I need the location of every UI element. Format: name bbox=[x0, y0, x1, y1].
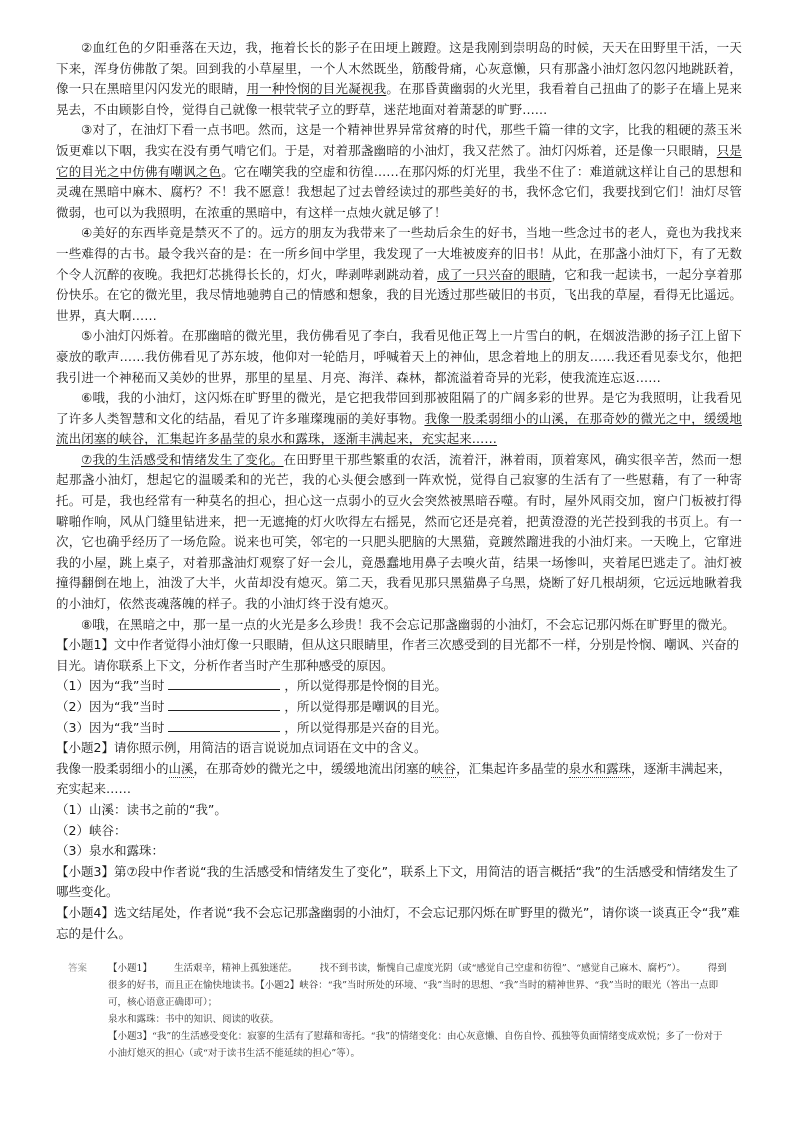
paragraph-2 bbox=[56, 38, 742, 120]
p7-text: 在田野里干那些繁重的农活，流着汗，淋着雨，顶着寒风，确实很辛苦，然而一想起那盏小油灯，想起它的温暖柔和的光芒，我的心头便会感到一阵欢悦，觉得自己寂寥的生活有了一些慰藉，有了一种寄托。可是，我也经常有一种莫名的担心，担心这一点弱小的豆火会突然被黑暗吞噬。有时，屋外风雨交加，窗户门板被打得噼啪作响，风从门缝里钻进来，把一无遮掩的灯火吹得左右摇晃，然而它还是亮着，把黄澄澄的光芒投到我的书页上。有一次，它也确乎经历了一场危险。说来也可笑，邻宅的一只肥头肥脑的大黑猫，竟踱然蹓进我的小油灯来。一天晚上，它窜进我的小屋，跳上桌子，对着那盏油灯观察了好一会儿，竟愚蠢地用鼻子去嗅火苗，结果一场惨叫，夹着尾巴逃走了。油灯被撞得翻倒在地上，油泼了大半，火苗却没有熄灭。第二天，我看见那只黑猫鼻子乌黑，烧断了好几根胡须，它远远地瞅着我的小油灯，依然丧魂落魄的样子。我的小油灯终于没有熄灭。 bbox=[56, 451, 742, 612]
q1-3-suffix: ，所以觉得那是兴奋的目光。 bbox=[284, 719, 447, 735]
question-1-item-2 bbox=[56, 697, 742, 718]
q1-2-prefix: （2）因为“我”当时 bbox=[56, 699, 165, 714]
p2-text: ②血红色的夕阳垂落在天边，我，拖着长长的影子在田埂上踱蹬。这是我刚到崇明岛的时候，天天在田野里干活，一天下来，浑身仿佛散了架。回到我的小草屋里，一个人木然既坐，筋酸骨痛，心灰意懒，只有那盏小油灯忽闪忽闪地跳跃着，像一只在黑暗里闪闪发光的眼睛， bbox=[56, 40, 742, 97]
answer-blank-3[interactable] bbox=[168, 719, 280, 732]
p6-text: ⑥哦，我的小油灯，这闪烁在旷野里的微光，是它把我带回到那被阻隔了的广阔多彩的世界。是它为我照明，让我看见了许多人类智慧和文化的结晶，看见了许多璀璨瑰丽的美好事物。 bbox=[56, 390, 742, 426]
article-page bbox=[56, 38, 742, 944]
question-2: 【小题2】请你照示例，用简洁的语言说说加点词语在文中的含义。 bbox=[56, 740, 427, 756]
p2-underlined: 用一种怜悯的目光凝视我 bbox=[246, 81, 387, 97]
p3-underlined: 只是它的目光之中仿佛有嘲讽之色 bbox=[56, 142, 743, 179]
q2-s2: ，在那奇妙的微光之中，缓缓地流出闭塞的 bbox=[193, 760, 432, 776]
answer-blank-2[interactable] bbox=[168, 698, 280, 711]
answer-line-2: 泉水和露珠：书中的知识、阅读的收获。 bbox=[108, 1014, 280, 1025]
answer-blank-1[interactable] bbox=[168, 677, 280, 690]
p4-underlined: 成了一只兴奋的眼睛 bbox=[437, 266, 552, 282]
answer-q1-1: 生活艰辛，精神上孤独迷茫。 bbox=[174, 963, 298, 974]
p4-text-b: ，它和我一起读书，一起分享着那份快乐。在它的微光里，我尽情地驰骋自己的情感和想象，我的目光透过那些破旧的书页，飞出我的草屋，看得无比遥远。世界，真大啊…… bbox=[56, 266, 742, 323]
question-1: 【小题1】文中作者觉得小油灯像一只眼睛，但从这只眼睛里，作者三次感受到的目光都不一样，分别是怜悯、嘲讽、兴奋的目光。请你联系上下文，分析作者当时产生那种感受的原因。 bbox=[56, 637, 739, 673]
q1-2-suffix: ，所以觉得那是嘲讽的目光。 bbox=[284, 699, 447, 714]
dotted-word-2: 峡谷 bbox=[431, 760, 457, 776]
question-2-item-3: （3）泉水和露珠： bbox=[56, 843, 164, 859]
question-1-item-3 bbox=[56, 718, 742, 739]
dotted-word-1: 山溪 bbox=[168, 760, 194, 776]
q2-s4: ，逐渐丰满起来，充实起来…… bbox=[56, 760, 732, 797]
answer-tag: 答案 bbox=[68, 963, 88, 974]
answer-q1-3-q2: 得到很多的好书，而且正在愉快地读书。【小题2】峡谷：“我”当时所处的环境、“我”当时的思想、“我”当时的精神世界、“我”当时的眼光（答出一点即可，核心语意正确即可）； bbox=[108, 963, 727, 1008]
answer-section bbox=[68, 960, 728, 1062]
question-2-item-2: （2）峡谷： bbox=[56, 822, 127, 838]
paragraph-7 bbox=[56, 450, 742, 615]
answer-body bbox=[108, 960, 728, 1062]
q1-1-suffix: ，所以觉得那是怜悯的目光。 bbox=[284, 678, 447, 694]
p3-text: ③对了，在油灯下看一点书吧。然而，这是一个精神世界异常贫瘠的时代，那些千篇一律的文字，比我的粗硬的蒸玉米饭更难以下咽，我实在没有勇气啃它们。于是，对着那盏幽暗的小油灯，我又茫然了。油灯闪烁着，还是像一只眼睛， bbox=[56, 122, 742, 158]
question-2-item-1: （1）山溪：读书之前的“我”。 bbox=[56, 801, 227, 817]
question-4: 【小题4】选文结尾处，作者说“我不会忘记那盏幽弱的小油灯，不会忘记那闪烁在旷野里的微光”，请你谈一谈真正令“我”难忘的是什么。 bbox=[56, 904, 740, 941]
p6-underlined: 我像一股柔弱细小的山溪，在那奇妙的微光之中，缓缓地流出闭塞的峡谷，汇集起许多晶莹的泉水和露珠，逐渐丰满起来，充实起来…… bbox=[56, 410, 742, 447]
paragraph-3 bbox=[56, 120, 742, 223]
answer-q1-2: 找不到书读，惭愧自己虚度光阴（或“感觉自己空虚和彷徨”、“感觉自己麻木、腐朽”）。 bbox=[319, 963, 686, 974]
paragraph-4 bbox=[56, 223, 742, 326]
dotted-word-3: 泉水和露珠 bbox=[568, 760, 632, 776]
q1-1-prefix: （1）因为“我”当时 bbox=[56, 678, 165, 694]
question-2-sentence bbox=[56, 759, 742, 800]
paragraph-8: ⑧哦，在黑暗之中，那一星一点的火光是多么珍贵！我不会忘记那盏幽弱的小油灯，不会忘记那闪烁在旷野里的微光。 bbox=[81, 616, 735, 632]
paragraph-6 bbox=[56, 388, 742, 450]
answer-q1-label: 【小题1】 bbox=[108, 963, 153, 974]
q1-3-prefix: （3）因为“我”当时 bbox=[56, 719, 165, 735]
p2-text-b: 。在那昏黄幽弱的火光里，我看着自己扭曲了的影子在墙上晃来晃去，不由顾影自怜，觉得自己就像一根茕茕孑立的野草，迷茫地面对着萧瑟的旷野…… bbox=[56, 81, 742, 117]
question-1-item-1 bbox=[56, 676, 742, 697]
q2-s3: ，汇集起许多晶莹的 bbox=[456, 760, 569, 776]
question-3: 【小题3】第⑦段中作者说“我的生活感受和情绪发生了变化”，联系上下文，用简洁的语言概括“我”的生活感受和情绪发生了哪些变化。 bbox=[56, 863, 739, 900]
answer-line-1 bbox=[108, 960, 728, 1011]
p7-underlined: ⑦我的生活感受和情绪发生了变化。 bbox=[81, 451, 284, 467]
p3-text-b: 。它在嘲笑我的空虚和彷徨……在那闪烁的灯光里，我坐不住了：难道就这样让自己的思想和灵魂在黑暗中麻木、腐朽？不！我不愿意！我想起了过去曾经读过的那些美好的书，我怀念它们，我要找到它们！油灯尽管微弱，也可以为我照明，在浓重的黑暗中，有这样一点烛火就足够了！ bbox=[56, 163, 742, 220]
paragraph-5: ⑤小油灯闪烁着。在那幽暗的微光里，我仿佛看见了李白，我看见他正驾上一片雪白的帆，在烟波浩渺的扬子江上留下豪放的歌声……我仿佛看见了苏东坡，他仰对一轮皓月，呼喊着天上的神仙，思念着地上的朋友……我还看见泰戈尔，他把我引进一个神秘而又美妙的世界，那里的星星、月亮、海洋、森林，都流溢着奇异的光彩，使我流连忘返…… bbox=[56, 328, 742, 385]
q2-s1: 我像一股柔弱细小的 bbox=[56, 760, 169, 776]
answer-line-3: 【小题3】“我”的生活感受变化：寂寥的生活有了慰藉和寄托。“我”的情绪变化：由心灰意懒、自伤自怜、孤独等负面情绪变成欢悦；多了一份对于小油灯熄灭的担心（或“对于读书生活不能延续的担心”等）。 bbox=[108, 1031, 723, 1059]
p4-text: ④美好的东西毕竟是禁灭不了的。远方的朋友为我带来了一些劫后余生的好书，当地一些念过书的老人，竟也为我找来一些难得的古书。最令我兴奋的是：在一所乡间中学里，我发现了一大堆被废弃的旧书！从此，在那盏小油灯下，有了无数个令人沉醉的夜晚。我把灯芯挑得长长的，灯火，哔剥哔剥跳动着， bbox=[56, 225, 742, 282]
